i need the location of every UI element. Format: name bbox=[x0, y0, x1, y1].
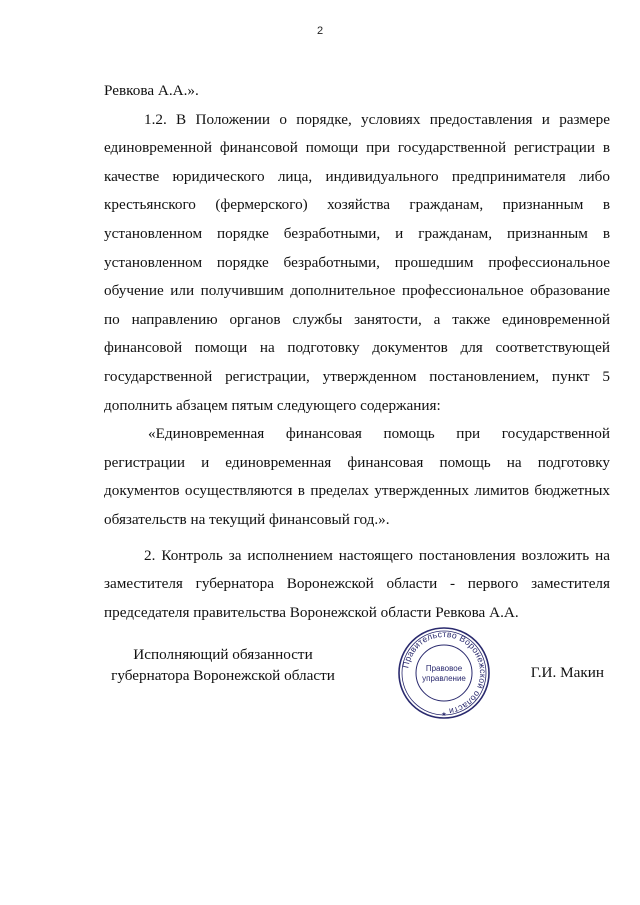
text-line: председателя правительства Воронежской области Ревкова А.А. bbox=[104, 603, 519, 621]
text-line: обязательств на текущий финансовый год.». bbox=[104, 510, 390, 528]
signatory-name: Г.И. Макин bbox=[530, 664, 604, 681]
stamp-inner-line1: Правовое bbox=[425, 664, 463, 673]
text-line: заместителя губернатора Воронежской области - первого заместителя bbox=[104, 575, 610, 593]
text-line: 2. Контроль за исполнением настоящего постановления возложить на bbox=[144, 546, 610, 564]
document-body bbox=[104, 77, 610, 627]
text-line: регистрации и единовременная финансовая помощь на подготовку bbox=[104, 453, 610, 471]
text-line: установленном порядке безработными, прошедшим профессиональное bbox=[104, 253, 610, 271]
stamp-outer-text: Правительство Воронежской области bbox=[400, 628, 489, 717]
stamp-star-icon: ★ bbox=[441, 711, 447, 718]
official-stamp bbox=[397, 626, 491, 720]
text-line: единовременной финансовой помощи при государственной регистрации в bbox=[104, 139, 610, 157]
text-line: финансовой помощи на подготовку документов для соответствующей bbox=[104, 339, 610, 357]
page-number: 2 bbox=[316, 25, 324, 37]
text-line: дополнить абзацем пятым следующего содержания: bbox=[104, 396, 441, 414]
text-line: крестьянского (фермерского) хозяйства гражданам, признанным в bbox=[104, 196, 610, 214]
text-line: по направлению органов службы занятости, а также единовременной bbox=[104, 310, 610, 328]
text-line: «Единовременная финансовая помощь при государственной bbox=[148, 425, 610, 443]
text-line: качестве юридического лица, индивидуального предпринимателя либо bbox=[104, 167, 610, 185]
text-line: установленном порядке безработными, и гражданам, признанным в bbox=[104, 224, 610, 242]
signatory-title-line2: губернатора Воронежской области bbox=[111, 667, 335, 684]
text-line: 1.2. В Положении о порядке, условиях предоставления и размере bbox=[144, 110, 610, 128]
text-line: документов осуществляются в пределах утвержденных лимитов бюджетных bbox=[104, 482, 610, 500]
signatory-title-line1: Исполняющий обязанности bbox=[133, 646, 313, 663]
text-line: государственной регистрации, утвержденном постановлением, пункт 5 bbox=[104, 367, 610, 385]
text-line: обучение или получившим дополнительное профессиональное образование bbox=[104, 282, 610, 300]
stamp-inner-line2: управление bbox=[422, 674, 466, 683]
text-line: Ревкова А.А.». bbox=[104, 82, 199, 99]
signatory-title bbox=[93, 644, 353, 686]
